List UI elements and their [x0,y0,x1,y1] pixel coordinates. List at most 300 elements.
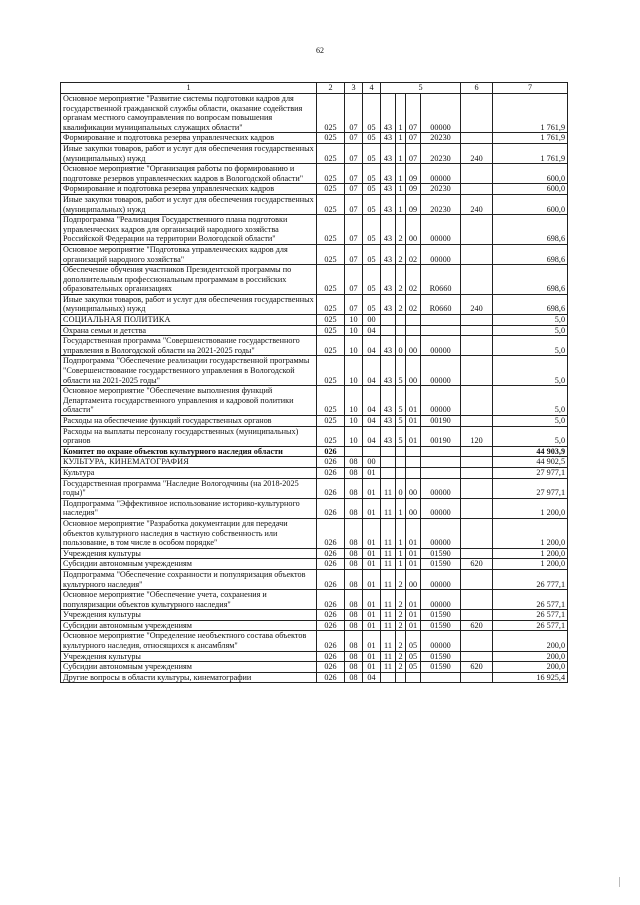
row-name: Расходы на выплаты персоналу государственных (муниципальных) органов [61,426,317,446]
expense-type-code [461,244,493,264]
subprogram-code: 0 [396,478,406,498]
section-code: 08 [345,457,363,468]
program-code: 43 [381,244,396,264]
program-code: 11 [381,620,396,631]
section-code: 10 [345,426,363,446]
table-row [61,215,568,245]
amount: 26 577,1 [493,610,568,621]
grbs-code: 025 [317,244,345,264]
subsection-code [363,446,381,457]
activity-code: 05 [406,651,421,662]
amount: 1 761,9 [493,143,568,163]
direction-code: 01590 [421,651,461,662]
row-name: Основное мероприятие "Определение необъектного состава объектов культурного наследия, относящихся к ансамблям" [61,631,317,651]
grbs-code: 025 [317,336,345,356]
subsection-code: 00 [363,457,381,468]
subprogram-code: 2 [396,215,406,245]
expense-type-code [461,446,493,457]
program-code: 43 [381,133,396,144]
program-code: 11 [381,478,396,498]
direction-code: 00000 [421,244,461,264]
expense-type-code [461,651,493,662]
subprogram-code: 2 [396,265,406,295]
grbs-code: 025 [317,294,345,314]
section-code: 07 [345,133,363,144]
subsection-code: 01 [363,631,381,651]
row-name: Комитет по охране объектов культурного наследия области [61,446,317,457]
program-code: 43 [381,215,396,245]
activity-code: 00 [406,569,421,589]
grbs-code: 026 [317,498,345,518]
table-row [61,457,568,468]
grbs-code: 026 [317,610,345,621]
activity-code: 01 [406,426,421,446]
program-code: 43 [381,356,396,386]
table-row [61,143,568,163]
row-name: Иные закупки товаров, работ и услуг для обеспечения государственных (муниципальных) нужд [61,143,317,163]
direction-code [421,315,461,326]
program-code: 11 [381,548,396,559]
subsection-code: 05 [363,194,381,214]
subsection-code: 01 [363,590,381,610]
section-code: 08 [345,467,363,478]
table-row [61,426,568,446]
direction-code: 00000 [421,590,461,610]
row-name: Учреждения культуры [61,610,317,621]
program-code: 43 [381,194,396,214]
row-name: Государственная программа "Наследие Вологодчины (на 2018-2025 годы)" [61,478,317,498]
expense-type-code [461,548,493,559]
section-code: 07 [345,184,363,195]
expense-type-code [461,184,493,195]
program-code: 11 [381,498,396,518]
header-cell: 6 [461,83,493,94]
grbs-code: 025 [317,194,345,214]
program-code: 43 [381,265,396,295]
subprogram-code: 5 [396,416,406,427]
row-name: Основное мероприятие "Обеспечение учета, сохранения и популяризации объектов культурного наследия" [61,590,317,610]
activity-code: 01 [406,559,421,570]
direction-code: 20230 [421,194,461,214]
row-name: Подпрограмма "Обеспечение реализации государственной программы "Совершенствование государственного управления в Вологодской области на 2021-2025 годы" [61,356,317,386]
subprogram-code [396,672,406,683]
activity-code: 00 [406,336,421,356]
expense-type-code: 120 [461,426,493,446]
direction-code: 00000 [421,215,461,245]
row-name: Обеспечение обучения участников Президентской программы по дополнительным профессиональным программам в российских образовательных организациях [61,265,317,295]
subprogram-code: 1 [396,518,406,548]
activity-code [406,467,421,478]
section-code: 08 [345,631,363,651]
grbs-code: 026 [317,569,345,589]
amount: 44 902,5 [493,457,568,468]
direction-code: 00000 [421,94,461,133]
subprogram-code [396,446,406,457]
expense-type-code [461,94,493,133]
subsection-code: 01 [363,518,381,548]
program-code: 43 [381,184,396,195]
amount: 26 777,1 [493,569,568,589]
activity-code: 05 [406,631,421,651]
program-code [381,315,396,326]
activity-code: 01 [406,518,421,548]
activity-code: 01 [406,548,421,559]
program-code [381,457,396,468]
section-code: 07 [345,164,363,184]
direction-code: R0660 [421,265,461,295]
table-row [61,184,568,195]
subprogram-code [396,325,406,336]
activity-code: 01 [406,590,421,610]
program-code: 11 [381,590,396,610]
activity-code: 01 [406,386,421,416]
activity-code: 02 [406,244,421,264]
row-name: Подпрограмма "Обеспечение сохранности и популяризация объектов культурного наследия" [61,569,317,589]
subprogram-code: 1 [396,194,406,214]
section-code: 08 [345,548,363,559]
grbs-code: 025 [317,416,345,427]
expense-type-code [461,215,493,245]
program-code: 43 [381,426,396,446]
direction-code: 00000 [421,386,461,416]
activity-code: 09 [406,194,421,214]
amount: 1 200,0 [493,548,568,559]
activity-code: 00 [406,478,421,498]
subsection-code: 05 [363,133,381,144]
expense-type-code [461,356,493,386]
program-code: 43 [381,94,396,133]
subprogram-code: 2 [396,631,406,651]
table-row [61,620,568,631]
subsection-code: 01 [363,478,381,498]
subsection-code: 04 [363,325,381,336]
budget-table [60,82,568,683]
amount: 698,6 [493,215,568,245]
section-code: 07 [345,244,363,264]
activity-code: 00 [406,498,421,518]
direction-code: 00000 [421,164,461,184]
section-code: 07 [345,294,363,314]
header-row [61,83,568,94]
direction-code [421,446,461,457]
amount: 1 200,0 [493,498,568,518]
table-row [61,467,568,478]
direction-code: 01590 [421,610,461,621]
activity-code: 01 [406,610,421,621]
table-row [61,325,568,336]
subsection-code: 05 [363,294,381,314]
section-code: 08 [345,620,363,631]
amount: 600,0 [493,164,568,184]
program-code: 43 [381,143,396,163]
expense-type-code: 240 [461,194,493,214]
amount: 698,6 [493,244,568,264]
section-code: 08 [345,590,363,610]
direction-code: 00000 [421,356,461,386]
table-row [61,386,568,416]
table-row [61,416,568,427]
amount: 26 577,1 [493,620,568,631]
amount: 26 577,1 [493,590,568,610]
amount: 600,0 [493,194,568,214]
subsection-code: 04 [363,672,381,683]
amount: 27 977,1 [493,478,568,498]
row-name: Учреждения культуры [61,548,317,559]
table-row [61,498,568,518]
section-code: 10 [345,336,363,356]
section-code: 08 [345,662,363,673]
grbs-code: 025 [317,164,345,184]
row-name: Субсидии автономным учреждениям [61,620,317,631]
grbs-code: 026 [317,518,345,548]
table-row [61,548,568,559]
expense-type-code [461,569,493,589]
table-row [61,265,568,295]
direction-code: 01590 [421,662,461,673]
row-name: Другие вопросы в области культуры, кинематографии [61,672,317,683]
table-row [61,559,568,570]
program-code: 43 [381,164,396,184]
table-row [61,164,568,184]
direction-code: 00000 [421,478,461,498]
activity-code: 02 [406,294,421,314]
activity-code [406,446,421,457]
amount: 5,0 [493,325,568,336]
direction-code [421,467,461,478]
expense-type-code [461,164,493,184]
subprogram-code: 5 [396,356,406,386]
section-code: 07 [345,94,363,133]
grbs-code: 025 [317,94,345,133]
amount: 5,0 [493,416,568,427]
subsection-code: 04 [363,356,381,386]
direction-code: 00000 [421,518,461,548]
grbs-code: 025 [317,315,345,326]
grbs-code: 025 [317,386,345,416]
grbs-code: 026 [317,446,345,457]
grbs-code: 025 [317,184,345,195]
table-body [61,94,568,683]
table-row [61,610,568,621]
subprogram-code: 1 [396,548,406,559]
subprogram-code [396,457,406,468]
table-row [61,194,568,214]
program-code: 43 [381,294,396,314]
table-row [61,631,568,651]
amount: 600,0 [493,184,568,195]
activity-code: 02 [406,265,421,295]
subsection-code: 05 [363,143,381,163]
subsection-code: 05 [363,265,381,295]
row-name: Основное мероприятие "Развитие системы подготовки кадров для государственной гражданской службы области, оказание содействия органам местного самоуправления по вопросам повышения квалификации муниципальных служащих области" [61,94,317,133]
expense-type-code [461,498,493,518]
direction-code: 00190 [421,426,461,446]
expense-type-code [461,416,493,427]
table-row [61,244,568,264]
direction-code: 00000 [421,631,461,651]
program-code: 11 [381,662,396,673]
section-code [345,446,363,457]
subprogram-code: 2 [396,244,406,264]
program-code: 11 [381,559,396,570]
amount: 44 903,9 [493,446,568,457]
subprogram-code: 1 [396,498,406,518]
row-name: Культура [61,467,317,478]
subprogram-code: 2 [396,569,406,589]
subprogram-code: 1 [396,184,406,195]
amount: 5,0 [493,426,568,446]
activity-code: 00 [406,356,421,386]
direction-code: 00000 [421,336,461,356]
subprogram-code: 0 [396,336,406,356]
subprogram-code: 1 [396,143,406,163]
section-code: 07 [345,215,363,245]
row-name: Учреждения культуры [61,651,317,662]
subprogram-code: 2 [396,610,406,621]
row-name: Расходы на обеспечение функций государственных органов [61,416,317,427]
subprogram-code: 2 [396,294,406,314]
section-code: 10 [345,416,363,427]
program-code: 11 [381,518,396,548]
subsection-code: 01 [363,498,381,518]
row-name: Охрана семьи и детства [61,325,317,336]
direction-code: 20230 [421,133,461,144]
subsection-code: 01 [363,610,381,621]
grbs-code: 026 [317,651,345,662]
expense-type-code [461,672,493,683]
section-code: 08 [345,559,363,570]
subprogram-code: 1 [396,133,406,144]
subsection-code: 05 [363,215,381,245]
row-name: Подпрограмма "Эффективное использование историко-культурного наследия" [61,498,317,518]
program-code [381,467,396,478]
program-code: 11 [381,569,396,589]
direction-code: 20230 [421,184,461,195]
subprogram-code [396,315,406,326]
program-code [381,446,396,457]
activity-code: 05 [406,662,421,673]
amount: 200,0 [493,651,568,662]
expense-type-code [461,325,493,336]
grbs-code: 026 [317,620,345,631]
expense-type-code [461,265,493,295]
subprogram-code: 2 [396,651,406,662]
section-code: 07 [345,265,363,295]
section-code: 08 [345,518,363,548]
expense-type-code: 620 [461,559,493,570]
subsection-code: 01 [363,651,381,662]
header-cell-csr: 5 [381,83,461,94]
section-code: 08 [345,610,363,621]
activity-code: 07 [406,94,421,133]
header-cell: 3 [345,83,363,94]
grbs-code: 025 [317,426,345,446]
grbs-code: 026 [317,467,345,478]
table-row [61,478,568,498]
direction-code: 20230 [421,143,461,163]
amount: 16 925,4 [493,672,568,683]
row-name: Иные закупки товаров, работ и услуг для обеспечения государственных (муниципальных) нужд [61,294,317,314]
expense-type-code [461,518,493,548]
program-code: 43 [381,416,396,427]
amount: 1 200,0 [493,559,568,570]
section-code: 08 [345,478,363,498]
amount: 1 200,0 [493,518,568,548]
activity-code: 01 [406,620,421,631]
program-code: 11 [381,651,396,662]
grbs-code: 026 [317,478,345,498]
activity-code: 07 [406,133,421,144]
header-cell: 2 [317,83,345,94]
direction-code: 01590 [421,548,461,559]
table-row [61,590,568,610]
activity-code: 09 [406,164,421,184]
row-name: Основное мероприятие "Разработка документации для передачи объектов культурного наследия в частную собственность или пользование, в том числе в особом порядке" [61,518,317,548]
subsection-code: 01 [363,569,381,589]
table-row [61,133,568,144]
grbs-code: 026 [317,672,345,683]
program-code: 43 [381,336,396,356]
row-name: КУЛЬТУРА, КИНЕМАТОГРАФИЯ [61,457,317,468]
subsection-code: 04 [363,416,381,427]
amount: 5,0 [493,336,568,356]
expense-type-code [461,467,493,478]
row-name: Подпрограмма "Реализация Государственного плана подготовки управленческих кадров для организаций народного хозяйства Российской Федерации на территории Вологодской области" [61,215,317,245]
activity-code: 07 [406,143,421,163]
expense-type-code [461,590,493,610]
table-row [61,356,568,386]
expense-type-code: 620 [461,662,493,673]
subsection-code: 04 [363,426,381,446]
expense-type-code: 240 [461,294,493,314]
expense-type-code [461,631,493,651]
direction-code: 01590 [421,620,461,631]
program-code: 11 [381,610,396,621]
subprogram-code: 2 [396,620,406,631]
direction-code: 00000 [421,569,461,589]
grbs-code: 025 [317,143,345,163]
section-code: 08 [345,498,363,518]
amount: 200,0 [493,631,568,651]
table-row [61,315,568,326]
subprogram-code: 1 [396,94,406,133]
program-code [381,325,396,336]
grbs-code: 026 [317,631,345,651]
program-code [381,672,396,683]
direction-code [421,457,461,468]
amount: 698,6 [493,294,568,314]
row-name: Основное мероприятие "Обеспечение выполнения функций Департамента государственного управления и кадровой политики области" [61,386,317,416]
row-name: Основное мероприятие "Организация работы по формированию и подготовке резервов управленческих кадров в Вологодской области" [61,164,317,184]
subsection-code: 04 [363,386,381,416]
direction-code: 00190 [421,416,461,427]
amount: 1 761,9 [493,94,568,133]
subprogram-code: 5 [396,386,406,416]
subsection-code: 05 [363,94,381,133]
subprogram-code: 2 [396,590,406,610]
amount: 698,6 [493,265,568,295]
grbs-code: 025 [317,356,345,386]
subsection-code: 01 [363,620,381,631]
table-row [61,518,568,548]
section-code: 08 [345,651,363,662]
row-name: Государственная программа "Совершенствование государственного управления в Вологодской области на 2021-2025 годы" [61,336,317,356]
expense-type-code [461,457,493,468]
section-code: 08 [345,672,363,683]
activity-code [406,315,421,326]
subprogram-code: 1 [396,164,406,184]
subsection-code: 00 [363,315,381,326]
